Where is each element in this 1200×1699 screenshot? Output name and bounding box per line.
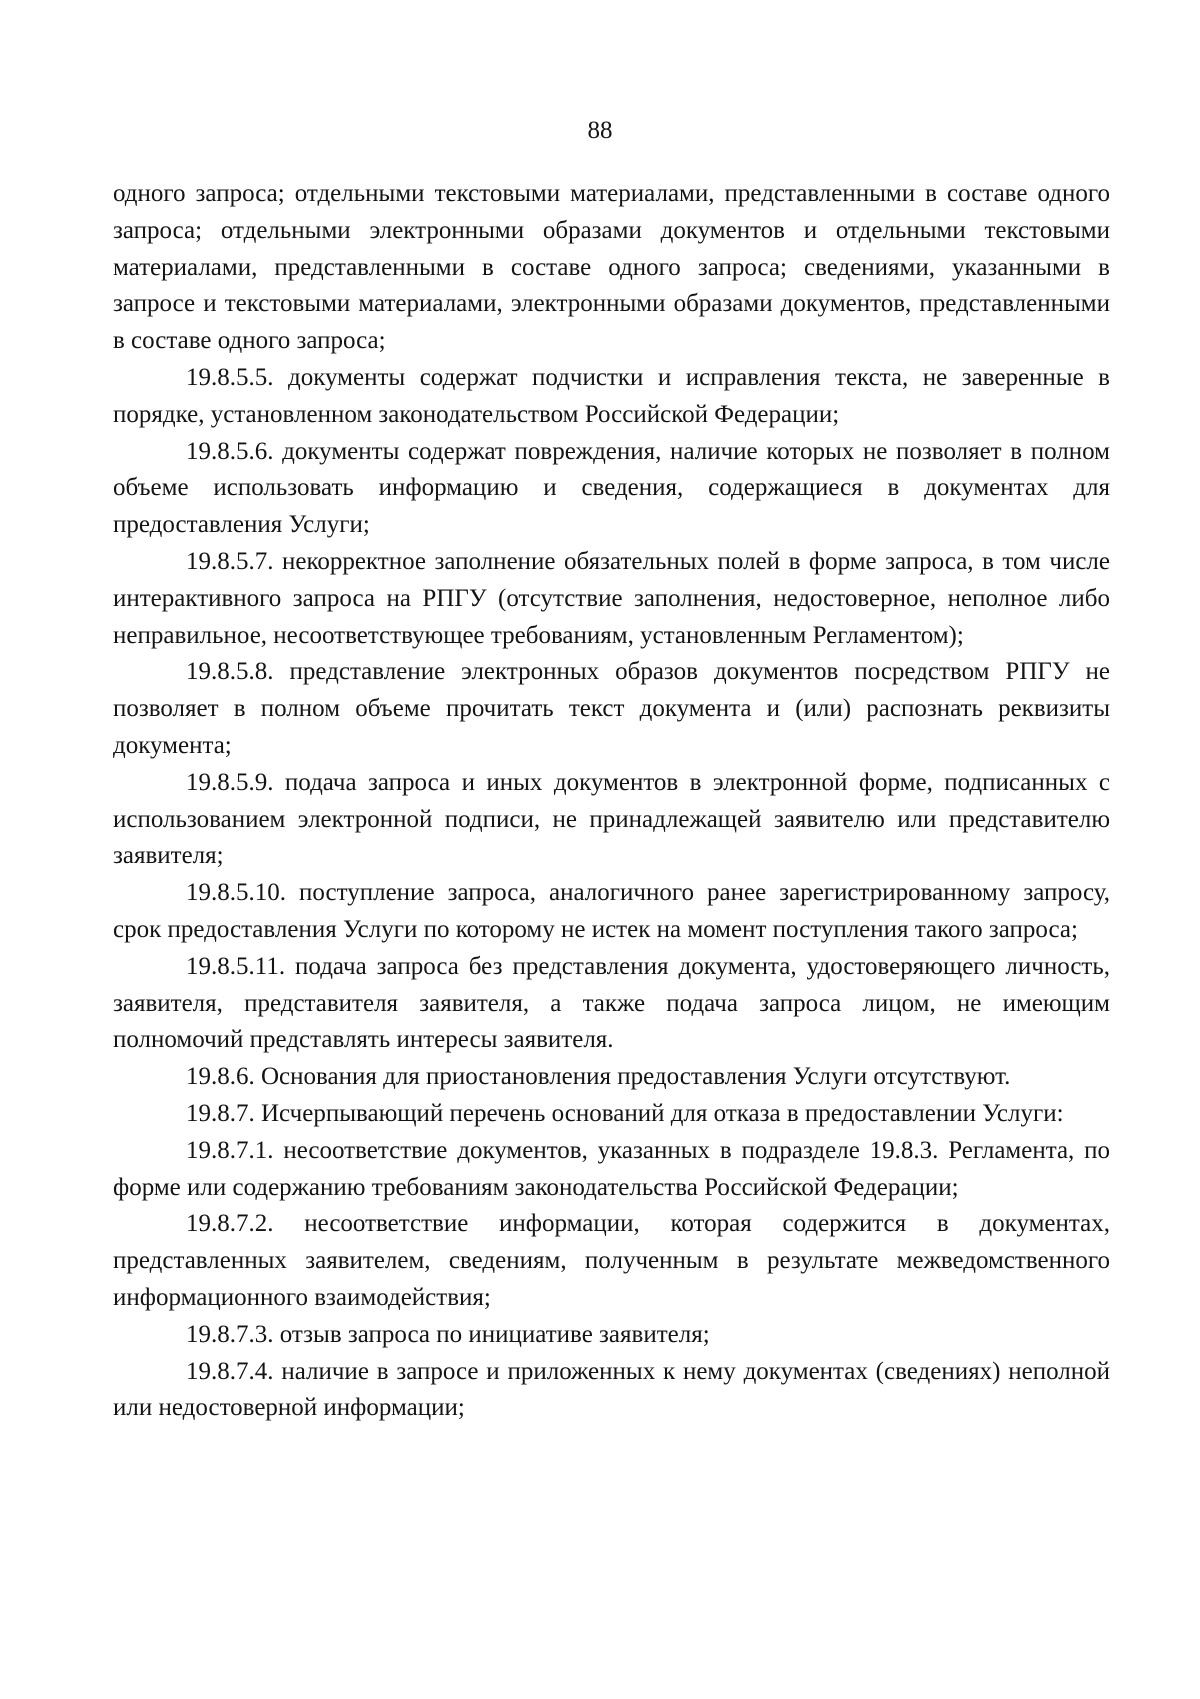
paragraph-19-8-5-9: 19.8.5.9. подача запроса и иных документов в электронной форме, подписанных с использованием электронной подписи, не принадлежащей заявителю или представителю заявителя; (113, 768, 1110, 870)
paragraph-19-8-5-11: 19.8.5.11. подача запроса без представления документа, удостоверяющего личность, заявителя, представителя заявителя, а также подача запроса лицом, не имеющим полномочий представлять интересы заявителя. (113, 952, 1110, 1054)
paragraph-19-8-5-7: 19.8.5.7. некорректное заполнение обязательных полей в форме запроса, в том числе интерактивного запроса на РПГУ (отсутствие заполнения, недостоверное, неполное либо неправильное, несоответствующее требованиям, установленным Регламентом); (113, 547, 1110, 649)
paragraph-19-8-7-4: 19.8.7.4. наличие в запросе и приложенных к нему документах (сведениях) неполной или недостоверной информации; (113, 1357, 1110, 1422)
paragraph-continuation: одного запроса; отдельными текстовыми материалами, представленными в составе одного запроса; отдельными электронными образами документов и отдельными текстовыми материалами, представленными в составе одного запроса; сведениями, указанными в запросе и текстовыми материалами, электронными образами документов, представленными в составе одного запроса; (113, 180, 1110, 355)
paragraph-19-8-7-2: 19.8.7.2. несоответствие информации, которая содержится в документах, представленных заявителем, сведениям, полученным в результате межведомственного информационного взаимодействия; (113, 1210, 1110, 1311)
paragraph-19-8-7-3: 19.8.7.3. отзыв запроса по инициативе заявителя; (186, 1320, 710, 1348)
paragraph-19-8-6: 19.8.6. Основания для приостановления предоставления Услуги отсутствуют. (186, 1063, 1011, 1091)
paragraph-19-8-5-10: 19.8.5.10. поступление запроса, аналогичного ранее зарегистрированному запросу, срок предоставления Услуги по которому не истек на момент поступления такого запроса; (113, 879, 1110, 943)
paragraph-19-8-5-6: 19.8.5.6. документы содержат повреждения, наличие которых не позволяет в полном объеме использовать информацию и сведения, содержащиеся в документах для предоставления Услуги; (113, 437, 1110, 539)
paragraph-19-8-7-1: 19.8.7.1. несоответствие документов, указанных в подразделе 19.8.3. Регламента, по форме или содержанию требованиям законодательства Российской Федерации; (113, 1136, 1110, 1201)
document-body (113, 176, 1110, 1427)
paragraph-19-8-5-5: 19.8.5.5. документы содержат подчистки и исправления текста, не заверенные в порядке, установленном законодательством Российской Федерации; (113, 363, 1110, 428)
paragraph-19-8-5-8: 19.8.5.8. представление электронных образов документов посредством РПГУ не позволяет в полном объеме прочитать текст документа и (или) распознать реквизиты документа; (113, 658, 1110, 759)
paragraph-19-8-7: 19.8.7. Исчерпывающий перечень оснований для отказа в предоставлении Услуги: (186, 1099, 1064, 1127)
page-number: 88 (587, 117, 613, 144)
